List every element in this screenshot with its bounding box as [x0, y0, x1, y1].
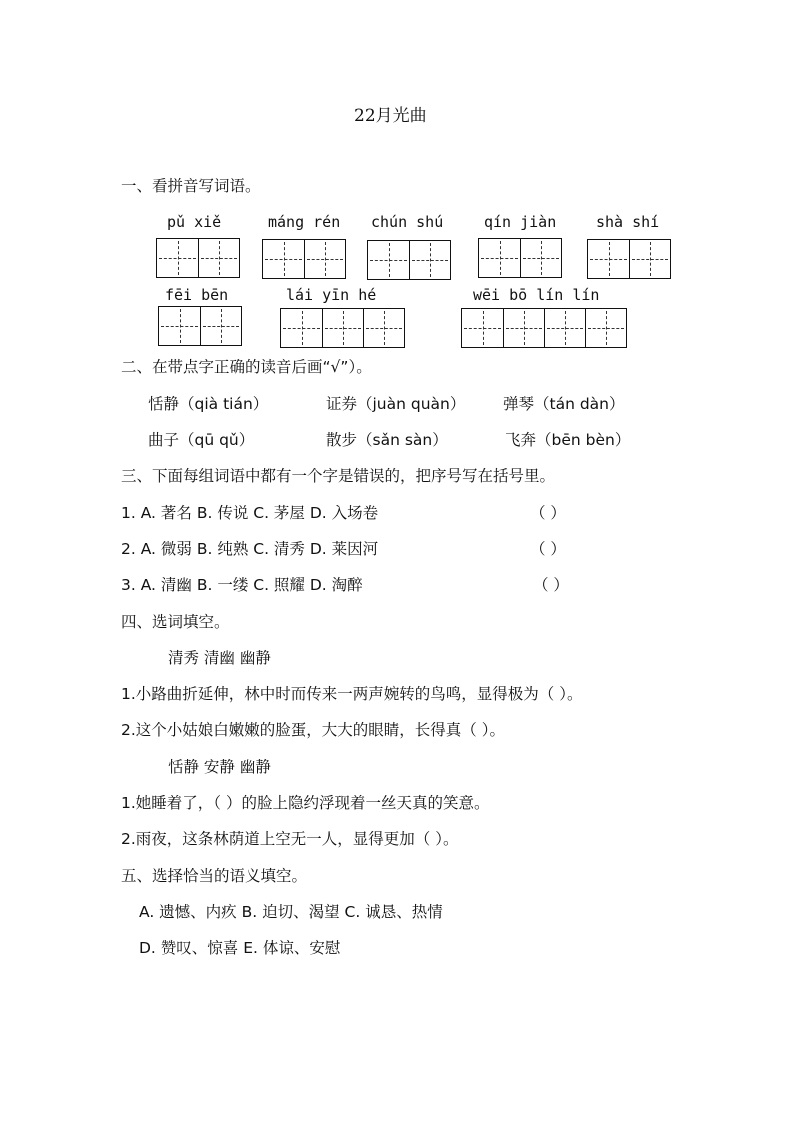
question-row: 3. A. 清幽 B. 一缕 C. 照耀 D. 淘醉 — [121, 576, 363, 594]
answer-blank[interactable]: （ ） — [533, 576, 569, 594]
section1-heading: 一、看拼音写词语。 — [121, 177, 261, 195]
grid-cell[interactable] — [479, 239, 520, 277]
writing-grid[interactable] — [478, 238, 562, 278]
writing-grid[interactable] — [280, 308, 405, 348]
section4-heading: 四、选词填空。 — [121, 613, 230, 631]
pinyin-label: shà shí — [596, 213, 660, 231]
grid-cell[interactable] — [503, 309, 544, 347]
reading-item: 散步（sǎn sàn） — [326, 431, 448, 449]
fill-question[interactable]: 1.小路曲折延伸，林中时而传来一两声婉转的鸟鸣，显得极为（ ）。 — [121, 685, 583, 703]
reading-item: 证券（juàn quàn） — [326, 395, 466, 413]
grid-cell[interactable] — [544, 309, 585, 347]
grid-cell[interactable] — [263, 240, 304, 278]
grid-cell[interactable] — [409, 241, 450, 279]
page-title: 22月光曲 — [354, 106, 427, 126]
writing-grid[interactable] — [158, 306, 242, 346]
reading-item: 恬静（qià tián） — [148, 395, 269, 413]
pinyin-label: qín jiàn — [484, 213, 557, 231]
pinyin-label: pǔ xiě — [167, 213, 222, 231]
writing-grid[interactable] — [461, 308, 627, 348]
grid-cell[interactable] — [588, 240, 629, 278]
question-row: 2. A. 微弱 B. 纯熟 C. 清秀 D. 莱因河 — [121, 540, 379, 558]
grid-cell[interactable] — [520, 239, 561, 277]
grid-cell[interactable] — [304, 240, 345, 278]
grid-cell[interactable] — [157, 239, 198, 277]
word-choices: 恬静 安静 幽静 — [168, 758, 271, 776]
section3-heading: 三、下面每组词语中都有一个字是错误的，把序号写在括号里。 — [121, 467, 556, 485]
question-row: 1. A. 著名 B. 传说 C. 茅屋 D. 入场卷 — [121, 504, 379, 522]
option-line: D. 赞叹、惊喜 E. 体谅、安慰 — [139, 939, 341, 957]
reading-item: 曲子（qū qǔ） — [148, 431, 255, 449]
grid-cell[interactable] — [200, 307, 241, 345]
writing-grid[interactable] — [587, 239, 671, 279]
grid-cell[interactable] — [281, 309, 322, 347]
pinyin-label: fēi bēn — [165, 286, 229, 304]
answer-blank[interactable]: （ ） — [530, 540, 566, 558]
pinyin-label: máng rén — [268, 213, 341, 231]
fill-question[interactable]: 2.这个小姑娘白嫩嫩的脸蛋，大大的眼睛，长得真（ ）。 — [121, 721, 505, 739]
grid-cell[interactable] — [198, 239, 239, 277]
pinyin-label: lái yīn hé — [286, 286, 377, 304]
pinyin-label: chún shú — [371, 213, 444, 231]
writing-grid[interactable] — [367, 240, 451, 280]
reading-item: 弹琴（tán dàn） — [503, 395, 625, 413]
word-choices: 清秀 清幽 幽静 — [168, 649, 271, 667]
fill-question[interactable]: 1.她睡着了，（ ）的脸上隐约浮现着一丝天真的笑意。 — [121, 794, 490, 812]
grid-cell[interactable] — [322, 309, 363, 347]
grid-cell[interactable] — [462, 309, 503, 347]
answer-blank[interactable]: （ ） — [530, 504, 566, 522]
grid-cell[interactable] — [629, 240, 670, 278]
writing-grid[interactable] — [262, 239, 346, 279]
grid-cell[interactable] — [585, 309, 626, 347]
writing-grid[interactable] — [156, 238, 240, 278]
fill-question[interactable]: 2.雨夜，这条林荫道上空无一人，显得更加（ ）。 — [121, 830, 459, 848]
grid-cell[interactable] — [363, 309, 404, 347]
grid-cell[interactable] — [368, 241, 409, 279]
section2-heading: 二、在带点字正确的读音后画“√”）。 — [121, 358, 372, 376]
option-line: A. 遗憾、内疚 B. 迫切、渴望 C. 诚恳、热情 — [139, 903, 443, 921]
reading-item: 飞奔（bēn bèn） — [505, 431, 631, 449]
section5-heading: 五、选择恰当的语义填空。 — [121, 867, 308, 885]
grid-cell[interactable] — [159, 307, 200, 345]
pinyin-label: wēi bō lín lín — [473, 286, 600, 304]
